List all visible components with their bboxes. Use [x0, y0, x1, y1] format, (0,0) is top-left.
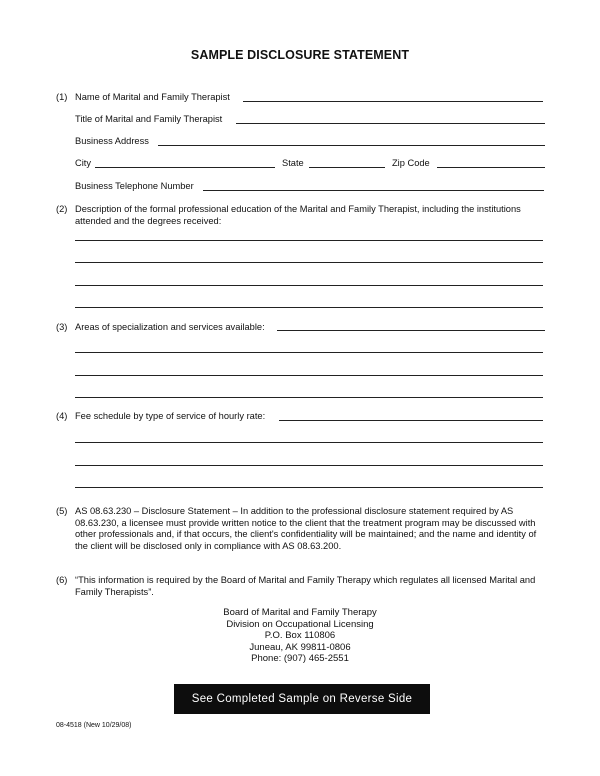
reverse-side-banner: See Completed Sample on Reverse Side [174, 684, 430, 714]
specialization-line-3[interactable] [75, 397, 543, 398]
fee-schedule-field[interactable] [279, 420, 543, 421]
therapist-title-label: Title of Marital and Family Therapist [75, 114, 223, 124]
specialization-field[interactable] [277, 330, 545, 331]
business-address-label: Business Address [75, 136, 149, 146]
page-title: SAMPLE DISCLOSURE STATEMENT [190, 48, 410, 62]
board-requirement-text: “This information is required by the Board of Marital and Family Therapy which regulates all licensed Marital and Family Therapists”. [75, 575, 536, 597]
therapist-title-field[interactable] [236, 123, 545, 124]
section-1-number: (1) [56, 92, 68, 102]
specialization-label: Areas of specialization and services available: [75, 322, 265, 332]
section-3-number: (3) [56, 322, 68, 332]
board-address-block [0, 607, 600, 665]
fee-schedule-line-2[interactable] [75, 465, 543, 466]
form-number: 08-4518 (New 10/29/08) [56, 722, 132, 729]
business-phone-label: Business Telephone Number [75, 181, 194, 191]
address-line-2: Division on Occupational Licensing [226, 618, 374, 630]
section-6-number: (6) [56, 575, 68, 585]
fee-schedule-line-3[interactable] [75, 487, 543, 488]
fee-schedule-label: Fee schedule by type of service of hourly rate: [75, 411, 266, 421]
specialization-line-1[interactable] [75, 352, 543, 353]
city-field[interactable] [95, 167, 275, 168]
state-label: State [282, 158, 304, 168]
zip-code-field[interactable] [437, 167, 545, 168]
section-2-number: (2) [56, 204, 68, 214]
section-5-number: (5) [56, 506, 68, 516]
section-4-number: (4) [56, 411, 68, 421]
education-description-text: Description of the formal professional education of the Marital and Family Therapist, including the institutions attended and the degrees received: [75, 204, 521, 226]
therapist-name-field[interactable] [243, 101, 543, 102]
education-line-3[interactable] [75, 285, 543, 286]
therapist-name-label: Name of Marital and Family Therapist [75, 92, 230, 102]
education-line-1[interactable] [75, 240, 543, 241]
state-field[interactable] [309, 167, 385, 168]
education-line-4[interactable] [75, 307, 543, 308]
business-address-field[interactable] [158, 145, 545, 146]
address-line-5: Phone: (907) 465-2551 [251, 653, 349, 664]
fee-schedule-line-1[interactable] [75, 442, 543, 443]
address-line-1: Board of Marital and Family Therapy [223, 607, 377, 618]
specialization-line-2[interactable] [75, 375, 543, 376]
address-line-3: P.O. Box 110806 [264, 630, 336, 641]
disclosure-statement-text: AS 08.63.230 – Disclosure Statement – In addition to the professional disclosure statement required by AS 08.63.230, a licensee must provide written notice to the client that the treatment program may be discussed with other professionals and, if that occurs, the client's confidentiality will be maintained; and the name and identity of the client will be disclosed only in compliance with AS 08.63.200. [75, 506, 537, 551]
education-line-2[interactable] [75, 262, 543, 263]
address-line-4: Juneau, AK 99811-0806 [249, 641, 351, 653]
zip-code-label: Zip Code [392, 158, 430, 168]
city-label: City [75, 158, 92, 168]
business-phone-field[interactable] [203, 190, 544, 191]
